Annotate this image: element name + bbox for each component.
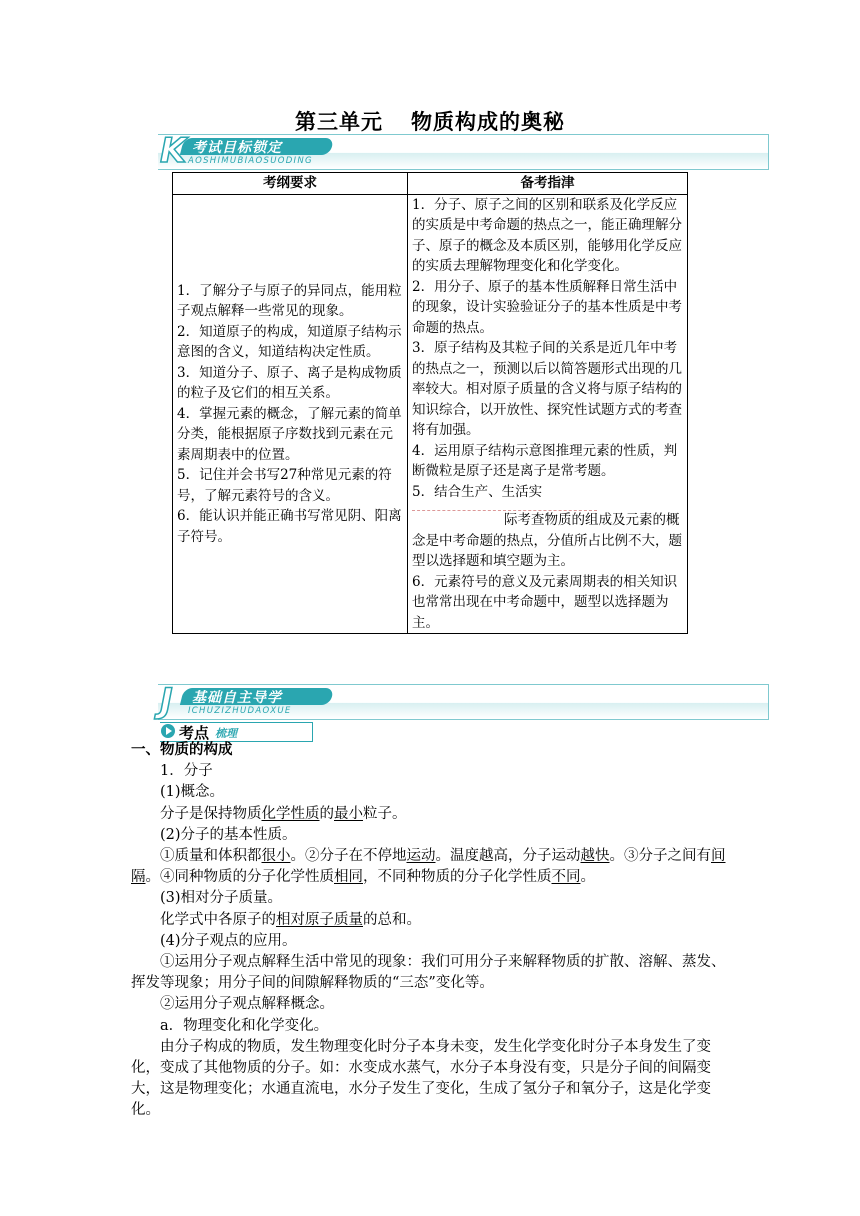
header-guide: 备考指津	[408, 173, 688, 195]
requirement-item: 3．知道分子、原子、离子是构成物质的粒子及它们的相互关系。	[177, 364, 402, 401]
paragraph: 化学式中各原子的相对原子质量的总和。	[160, 911, 421, 928]
banner-label: 基础自主导学	[192, 690, 282, 706]
guide-item: 4．运用原子结构示意图推理元素的性质，判断微粒是原子还是离子是常考题。	[412, 442, 678, 479]
banner-badge	[158, 681, 334, 721]
main-content	[131, 740, 731, 1122]
table-header-row	[173, 173, 688, 195]
paragraph: ①运用分子观点解释生活中常见的现象：我们可用分子来解释物质的扩散、溶解、蒸发、挥发等现象；用分子间的间隙解释物质的“三态”变化等。	[131, 954, 726, 992]
banner-badge	[158, 131, 334, 171]
paragraph: a．物理变化和化学变化。	[160, 1017, 329, 1034]
guide-item: 际考查物质的组成及元素的概念是中考命题的热点，分值所占比例不大，题型以选择题和填空题为主。	[412, 512, 682, 569]
paragraph: 由分子构成的物质，发生物理变化时分子本身未变，发生化学变化时分子本身发生了变化，变成了其他物质的分子。如：水变成水蒸气，水分子本身没有变，只是分子间的间隔变大，这是物理变化；水通直流电，水分子发生了变化，生成了氢分子和氧分子，这是化学变化。	[131, 1038, 711, 1119]
section-banner-basics	[158, 681, 769, 721]
paragraph: (3)相对分子质量。	[160, 890, 283, 907]
kaodian-tag	[160, 722, 313, 742]
requirement-item: 1．了解分子与原子的异同点，能用粒子观点解释一些常见的现象。	[177, 282, 402, 319]
requirements-cell	[173, 194, 408, 634]
section-banner-exam-goals	[158, 131, 769, 171]
paragraph: 分子是保持物质化学性质的最小粒子。	[160, 805, 407, 822]
table-row	[173, 194, 688, 634]
guide-item: 6．元素符号的意义及元素周期表的相关知识也常常出现在中考命题中，题型以选择题为主。	[412, 573, 678, 631]
kaodian-label: 考点	[179, 724, 210, 742]
dotted-gap	[412, 502, 683, 516]
paragraph: (4)分子观点的应用。	[160, 932, 297, 949]
section-heading: 一、物质的构成	[131, 742, 233, 758]
page-title: 第三单元 物质构成的奥秘	[295, 109, 565, 134]
requirement-item: 6．能认识并能正确书写常见阴、阳离子符号。	[177, 508, 402, 545]
paragraph: ②运用分子观点解释概念。	[160, 996, 334, 1013]
banner-pinyin: AOSHIMUBIAOSUODING	[188, 156, 313, 166]
banner-pinyin: ICHUZIZHUDAOXUE	[188, 706, 292, 716]
paragraph: (1)概念。	[160, 784, 225, 801]
guide-cell	[408, 194, 688, 634]
banner-letter: J	[160, 681, 173, 721]
requirement-item: 4．掌握元素的概念，了解元素的简单分类，能根据原子序数找到元素在元素周期表中的位置。	[177, 405, 402, 463]
guide-item: 1．分子、原子之间的区别和联系及化学反应的实质是中考命题的热点之一，能正确理解分子、原子的概念及本质区别，能够用化学反应的实质去理解物理变化和化学变化。	[412, 196, 682, 274]
banner-label: 考试目标锁定	[192, 140, 282, 156]
requirement-item: 2．知道原子的构成，知道原子结构示意图的含义，知道结构决定性质。	[177, 323, 402, 360]
guide-item: 3．原子结构及其粒子间的关系是近几年中考的热点之一，预测以后以简答题形式出现的几率较大。相对原子质量的含义将与原子结构的知识综合，以开放性、探究性试题方式的考查将有加强。	[412, 340, 682, 438]
kaodian-sublabel: 梳理	[215, 727, 237, 740]
paragraph: (2)分子的基本性质。	[160, 826, 297, 843]
requirement-item: 5．记住并会书写27种常见元素的符号，了解元素符号的含义。	[177, 467, 392, 504]
requirements-table	[172, 172, 688, 634]
header-requirements: 考纲要求	[173, 173, 408, 195]
banner-letter: K	[160, 131, 187, 171]
subsection-heading: 1．分子	[160, 763, 213, 780]
arrow-right-icon	[161, 724, 175, 738]
paragraph: ①质量和体积都很小。②分子在不停地运动。温度越高，分子运动越快。③分子之间有间隔。④同种物质的分子化学性质相同，不同种物质的分子化学性质不同。	[131, 848, 726, 886]
guide-item: 5．结合生产、生活实	[412, 483, 543, 500]
guide-item: 2．用分子、原子的基本性质解释日常生活中的现象，设计实验验证分子的基本性质是中考命题的热点。	[412, 278, 682, 336]
